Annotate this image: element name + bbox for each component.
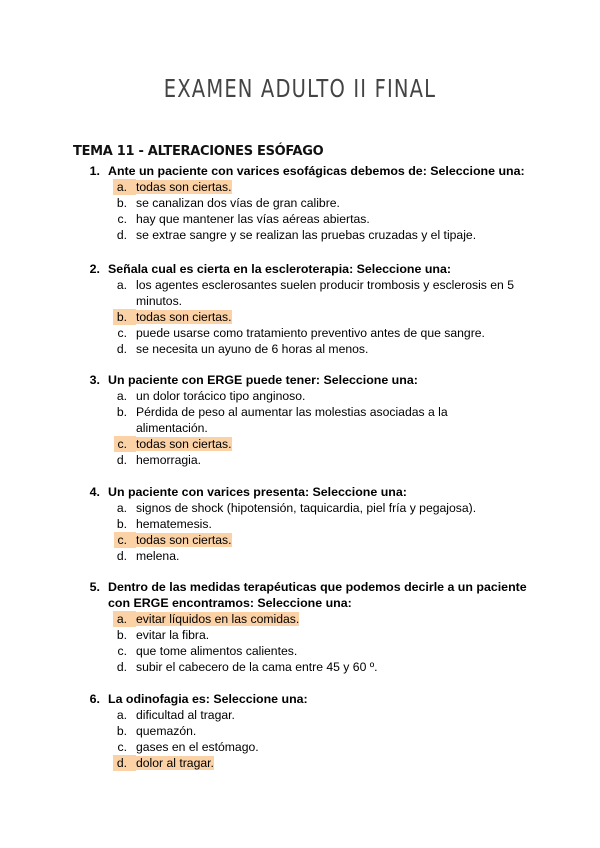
- answer-option: [0, 404, 600, 436]
- question-3: [0, 372, 600, 468]
- option-letter-label: d.: [116, 453, 127, 467]
- option-letter-label: a.: [116, 278, 127, 292]
- option-letter: [0, 723, 136, 739]
- question-heading: [0, 372, 600, 388]
- option-text: [136, 277, 521, 309]
- option-letter: [0, 627, 136, 643]
- option-label: hematemesis.: [136, 517, 212, 531]
- option-letter: [0, 707, 136, 723]
- option-text: [136, 532, 521, 548]
- answer-option: [0, 195, 600, 211]
- section-heading: TEMA 11 - ALTERACIONES ESÓFAGO: [73, 144, 324, 159]
- option-letter: [0, 404, 136, 436]
- answer-option: [0, 341, 600, 357]
- answer-option-correct: [0, 179, 600, 195]
- answer-option: [0, 739, 600, 755]
- option-text: [136, 179, 521, 195]
- option-text: [136, 755, 521, 771]
- option-letter: [0, 277, 136, 309]
- document-title: EXAMEN ADULTO II FINAL: [163, 74, 437, 103]
- option-text: [136, 611, 521, 627]
- option-letter-label: b.: [116, 628, 127, 642]
- option-label: se canalizan dos vías de gran calibre.: [136, 196, 340, 210]
- option-label: puede usarse como tratamiento preventivo antes de que sangre.: [136, 326, 485, 340]
- option-label: gases en el estómago.: [136, 740, 259, 754]
- option-label: que tome alimentos calientes.: [136, 644, 298, 658]
- answer-option-correct: [0, 611, 600, 627]
- question-heading: [0, 691, 600, 707]
- question-heading: [0, 163, 600, 179]
- option-letter-label: c.: [117, 740, 127, 754]
- option-letter: [0, 500, 136, 516]
- option-letter-label: d.: [116, 660, 127, 674]
- option-label: quemazón.: [136, 724, 197, 738]
- option-letter-label: d.: [116, 228, 127, 242]
- option-text: [136, 404, 521, 436]
- option-text: [136, 707, 521, 723]
- answer-option-correct: [0, 436, 600, 452]
- option-letter: [0, 388, 136, 404]
- option-letter: [0, 643, 136, 659]
- option-letter-label: d.: [116, 342, 127, 356]
- highlighted-answer: todas son ciertas.: [136, 437, 232, 451]
- option-letter-label: a.: [116, 708, 127, 722]
- answer-option: [0, 388, 600, 404]
- option-label: signos de shock (hipotensión, taquicardia, piel fría y pegajosa).: [136, 501, 477, 515]
- option-text: [136, 500, 521, 516]
- option-letter-label: c.: [117, 644, 127, 658]
- option-label: un dolor torácico tipo anginoso.: [136, 389, 306, 403]
- option-letter-label: b.: [113, 309, 136, 325]
- question-heading: [0, 484, 600, 500]
- answer-option: [0, 452, 600, 468]
- option-text: [136, 211, 521, 227]
- question-number: 6.: [89, 692, 100, 706]
- question-1: [0, 163, 600, 243]
- option-letter: [0, 532, 136, 548]
- question-number: 2.: [89, 262, 100, 276]
- option-text: [136, 227, 521, 243]
- option-text: [136, 723, 521, 739]
- question-number: 5.: [89, 580, 100, 594]
- question-text: Señala cual es cierta en la escleroterapia: Seleccione una:: [108, 262, 451, 276]
- option-letter: [0, 755, 136, 771]
- option-letter: [0, 341, 136, 357]
- option-letter: [0, 548, 136, 564]
- option-text: [136, 195, 521, 211]
- option-letter-label: c.: [114, 436, 136, 452]
- question-heading: [0, 579, 600, 611]
- highlighted-answer: todas son ciertas.: [136, 533, 232, 547]
- question-5: [0, 579, 600, 675]
- option-letter: [0, 195, 136, 211]
- answer-option: [0, 500, 600, 516]
- option-letter: [0, 179, 136, 195]
- question-text: Un paciente con varices presenta: Seleccione una:: [108, 485, 407, 499]
- option-text: [136, 627, 521, 643]
- option-letter: [0, 211, 136, 227]
- option-label: hemorragia.: [136, 453, 202, 467]
- option-letter-label: b.: [116, 405, 127, 419]
- option-letter-label: c.: [117, 212, 127, 226]
- question-2: [0, 261, 600, 357]
- answer-option: [0, 211, 600, 227]
- highlighted-answer: dolor al tragar.: [136, 756, 214, 770]
- question-4: [0, 484, 600, 564]
- option-text: [136, 388, 521, 404]
- highlighted-answer: evitar líquidos en las comidas.: [136, 612, 300, 626]
- option-letter-label: a.: [113, 611, 136, 627]
- option-text: [136, 659, 521, 675]
- question-text: Un paciente con ERGE puede tener: Seleccione una:: [108, 373, 418, 387]
- option-letter-label: b.: [116, 517, 127, 531]
- answer-option: [0, 627, 600, 643]
- option-text: [136, 325, 521, 341]
- option-letter-label: a.: [116, 389, 127, 403]
- highlighted-answer: todas son ciertas.: [136, 310, 232, 324]
- option-letter-label: c.: [114, 532, 136, 548]
- answer-option: [0, 516, 600, 532]
- option-letter: [0, 227, 136, 243]
- option-letter: [0, 325, 136, 341]
- option-letter: [0, 309, 136, 325]
- option-label: subir el cabecero de la cama entre 45 y 60 º.: [136, 660, 378, 674]
- question-heading: [0, 261, 600, 277]
- answer-option-correct: [0, 755, 600, 771]
- answer-option: [0, 277, 600, 309]
- option-letter: [0, 659, 136, 675]
- question-number: 3.: [89, 373, 100, 387]
- option-label: se extrae sangre y se realizan las pruebas cruzadas y el tipaje.: [136, 228, 477, 242]
- highlighted-answer: todas son ciertas.: [136, 180, 232, 194]
- answer-option: [0, 325, 600, 341]
- option-letter: [0, 452, 136, 468]
- option-letter: [0, 436, 136, 452]
- option-label: hay que mantener las vías aéreas abiertas.: [136, 212, 370, 226]
- option-text: [136, 516, 521, 532]
- answer-option: [0, 643, 600, 659]
- answer-option: [0, 723, 600, 739]
- option-letter-label: c.: [117, 326, 127, 340]
- option-text: [136, 452, 521, 468]
- option-letter: [0, 611, 136, 627]
- option-letter-label: a.: [116, 501, 127, 515]
- option-label: los agentes esclerosantes suelen producir trombosis y esclerosis en 5 minutos.: [136, 278, 515, 308]
- answer-option: [0, 707, 600, 723]
- answer-option-correct: [0, 532, 600, 548]
- option-label: dificultad al tragar.: [136, 708, 235, 722]
- answer-option: [0, 659, 600, 675]
- answer-option-correct: [0, 309, 600, 325]
- question-6: [0, 691, 600, 771]
- option-letter-label: b.: [116, 196, 127, 210]
- question-number: 4.: [89, 485, 100, 499]
- answer-option: [0, 548, 600, 564]
- option-letter-label: a.: [113, 179, 136, 195]
- option-letter: [0, 516, 136, 532]
- option-text: [136, 309, 521, 325]
- option-label: Pérdida de peso al aumentar las molestias asociadas a la alimentación.: [136, 405, 448, 435]
- option-letter-label: d.: [113, 755, 136, 771]
- question-text: La odinofagia es: Seleccione una:: [108, 692, 308, 706]
- option-label: evitar la fibra.: [136, 628, 210, 642]
- option-label: se necesita un ayuno de 6 horas al menos.: [136, 342, 369, 356]
- question-text: Dentro de las medidas terapéuticas que podemos decirle a un paciente con ERGE encontramos: Seleccione una:: [108, 580, 527, 610]
- option-label: melena.: [136, 549, 180, 563]
- option-text: [136, 643, 521, 659]
- option-letter-label: d.: [116, 549, 127, 563]
- option-text: [136, 739, 521, 755]
- answer-option: [0, 227, 600, 243]
- option-letter: [0, 739, 136, 755]
- option-text: [136, 436, 521, 452]
- option-letter-label: b.: [116, 724, 127, 738]
- option-text: [136, 341, 521, 357]
- question-number: 1.: [89, 164, 100, 178]
- question-text: Ante un paciente con varices esofágicas debemos de: Seleccione una:: [108, 164, 525, 178]
- option-text: [136, 548, 521, 564]
